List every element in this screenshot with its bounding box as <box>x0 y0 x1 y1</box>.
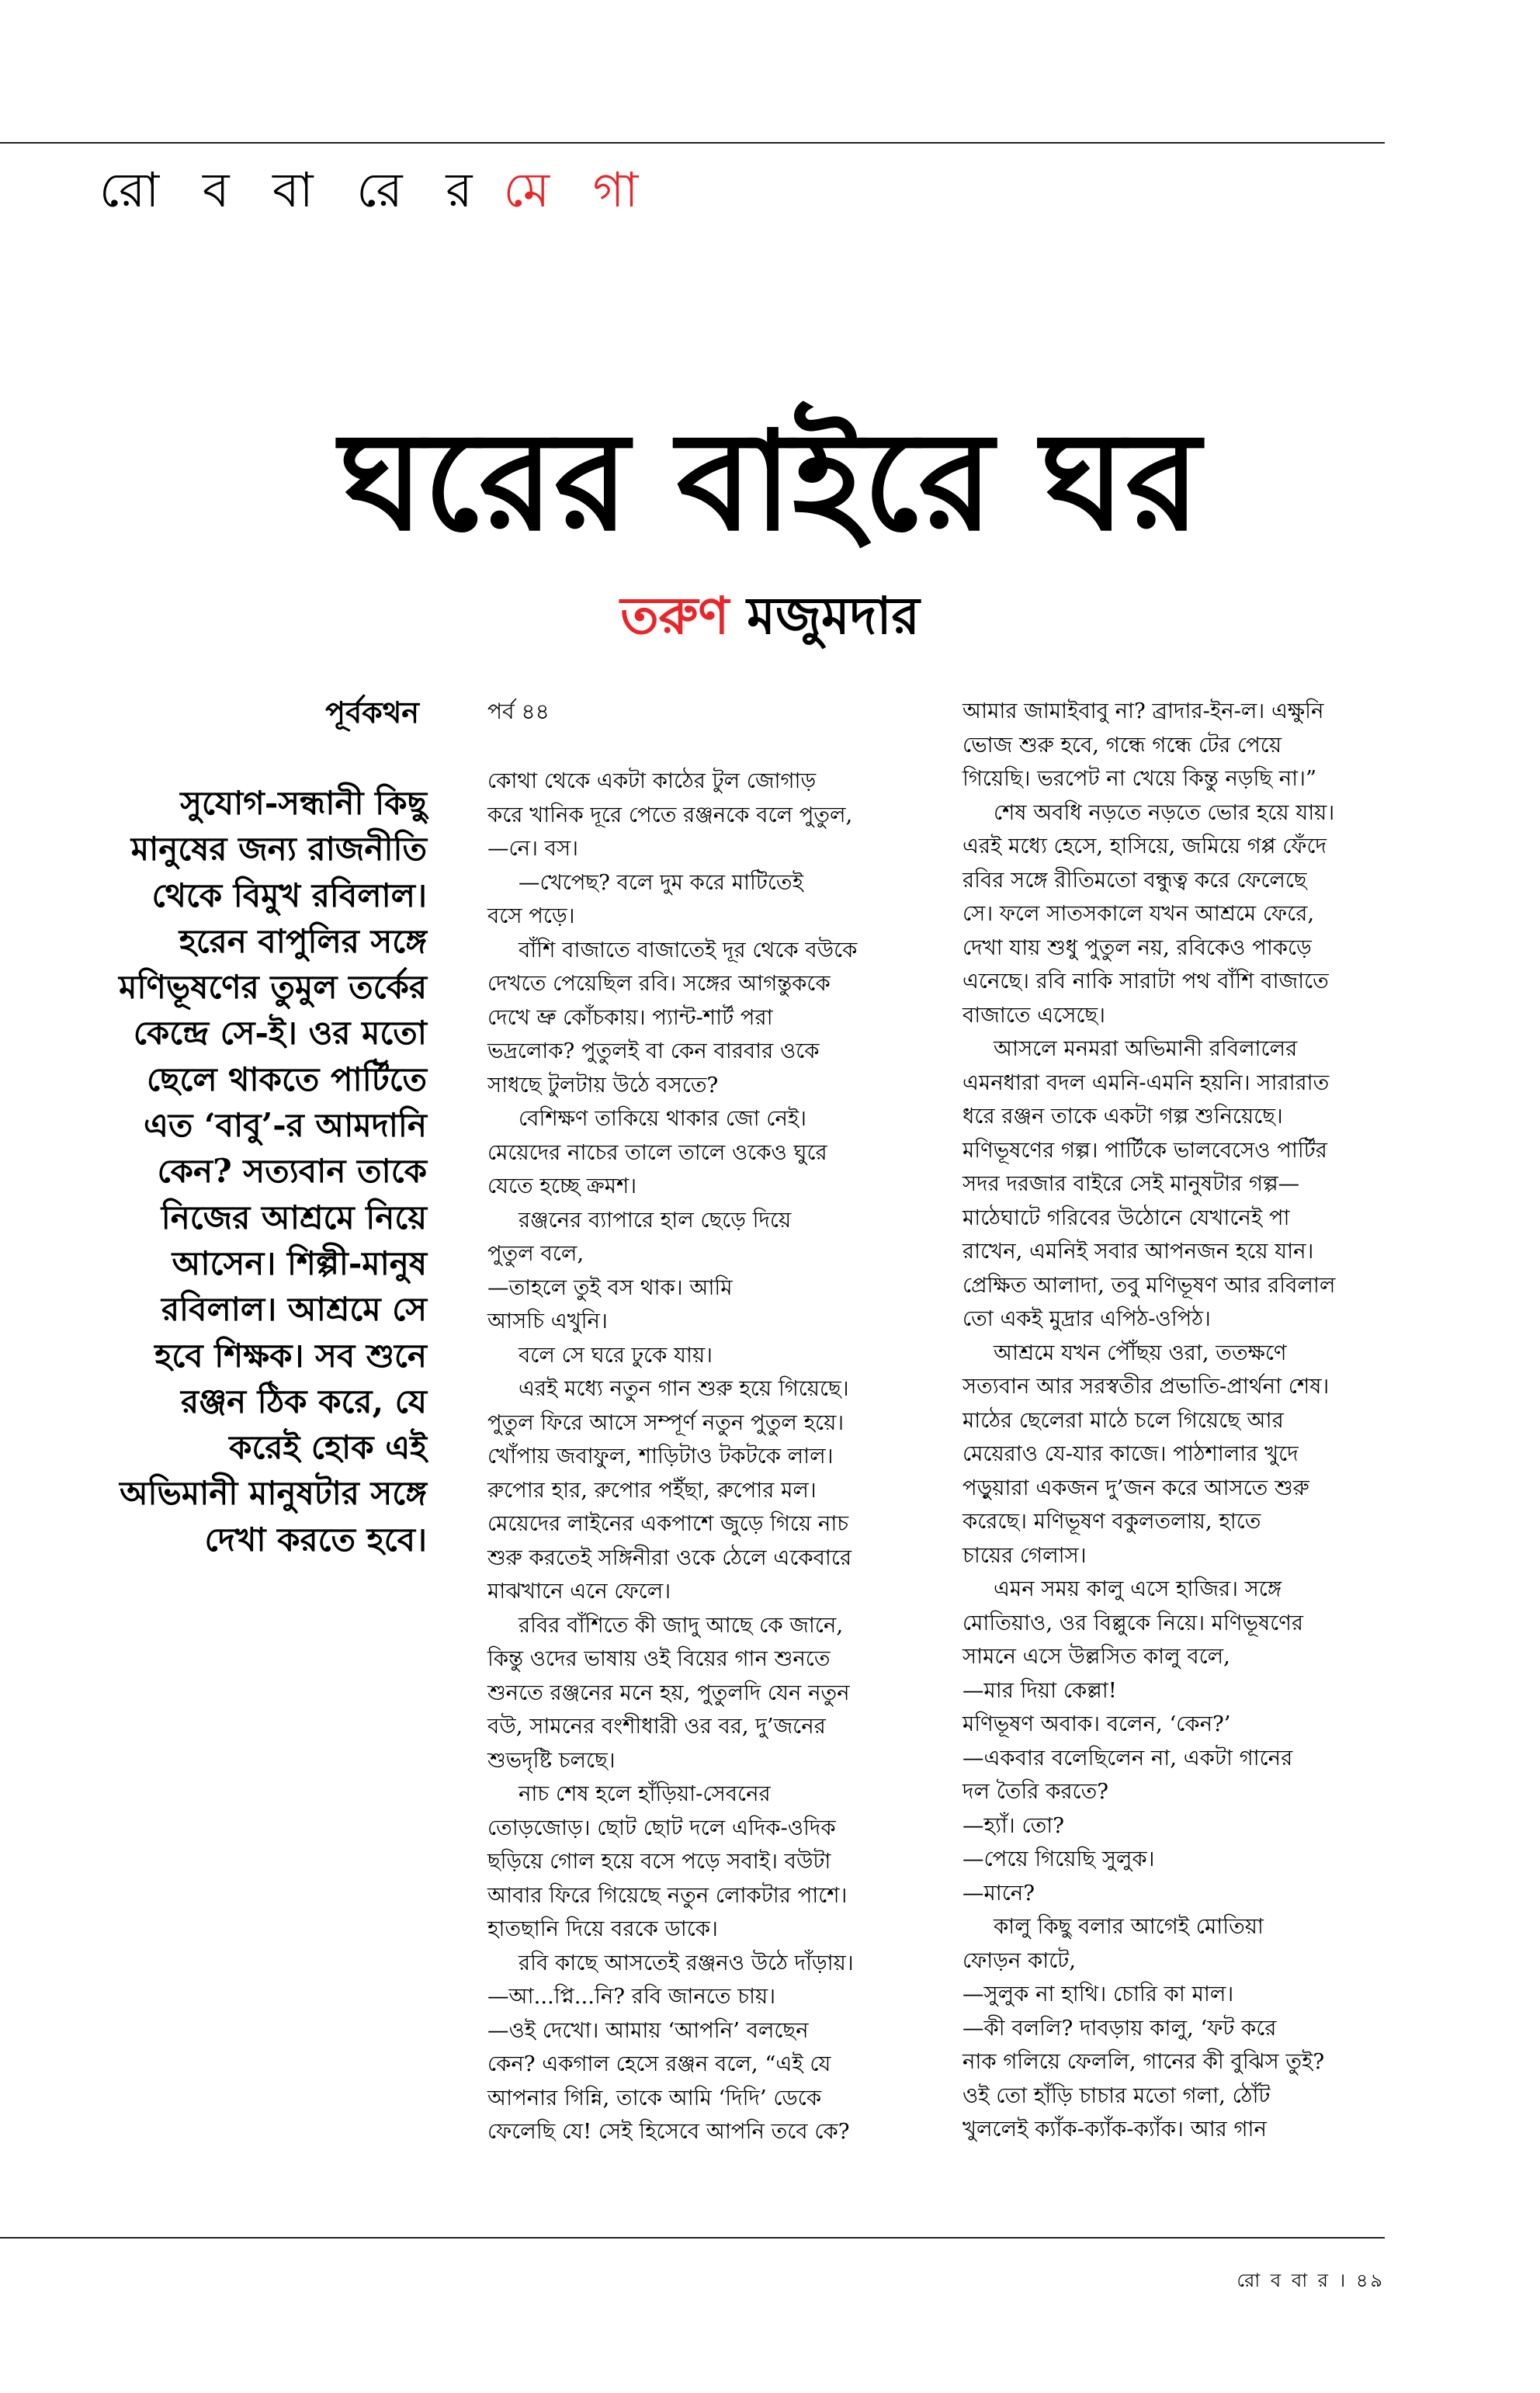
text-line: শুরু করতেই সঙ্গিনীরা ওকে ঠেলে একেবারে <box>487 1545 852 1570</box>
text-line: তোড়জোড়। ছোট ছোট দলে এদিক-ওদিক <box>487 1815 836 1840</box>
section-label-text: রো ব বা রে র <box>99 161 487 218</box>
section-label <box>99 159 652 221</box>
text-line: এমন সময় কালু এসে হাজির। সঙ্গে <box>994 1576 1282 1601</box>
text-line: —কী বললি? দাবড়ায় কালু, ‘ফট করে <box>962 2015 1277 2041</box>
text-line: শেষ অবধি নড়তে নড়তে ভোর হয়ে যায়। <box>994 799 1335 825</box>
text-line: আপনার গিন্নি, তাকে আমি ‘দিদি’ ডেকে <box>487 2085 822 2110</box>
text-line: মেয়েরাও যে-যার কাজে। পাঠশালার খুদে <box>962 1441 1299 1466</box>
text-line: যেতে হচ্ছে ক্রমশ। <box>487 1174 637 1198</box>
text-line: রবির বাঁশিতে কী জাদু আছে কে জানে, <box>519 1612 844 1638</box>
text-line: প্রেক্ষিত আলাদা, তবু মণিভূষণ আর রবিলাল <box>962 1272 1336 1298</box>
bottom-rule <box>0 2237 1385 2239</box>
author-first-name: তরুণ <box>620 585 730 646</box>
text-line: পুতুল ফিরে আসে সম্পূর্ণ নতুন পুতুল হয়ে। <box>487 1410 845 1435</box>
author-byline <box>0 581 1540 650</box>
text-line: আসলে মনমরা অভিমানী রবিলালের <box>994 1036 1298 1061</box>
text-line: কিন্তু ওদের ভাষায় ওই বিয়ের গান শুনতে <box>487 1646 831 1671</box>
text-line: খোঁপায় জবাফুল, শাড়িটাও টকটকে লাল। <box>487 1444 834 1469</box>
text-line: কোথা থেকে একটা কাঠের টুল জোগাড় <box>487 768 817 793</box>
text-line: —সুলুক না হাথি। চোরি কা মাল। <box>962 1982 1234 2006</box>
top-rule <box>0 142 1385 144</box>
text-line: মাঠেঘাটে গরিবের উঠোনে যেখানেই পা <box>962 1205 1290 1230</box>
text-line: চায়ের গেলাস। <box>962 1542 1087 1568</box>
text-line: বসে পড়ে। <box>487 903 575 928</box>
text-line: —খেপেছ? বলে দুম করে মাটিতেই <box>519 869 803 895</box>
text-line: পড়ুয়ারা একজন দু’জন করে আসতে শুরু <box>962 1475 1309 1500</box>
text-line: —আ...প্নি...নি? রবি জানতে চায়। <box>487 1984 776 2009</box>
text-line: নাক গলিয়ে ফেললি, গানের কী বুঝিস তুই? <box>962 2049 1325 2074</box>
text-line: মাঠের ছেলেরা মাঠে চলে গিয়েছে আর <box>962 1407 1284 1433</box>
author-last-name: মজুমদার <box>747 585 920 646</box>
text-line: ভোজ শুরু হবে, গন্ধে গন্ধে টের পেয়ে <box>962 732 1282 758</box>
text-line: —একবার বলেছিলেন না, একটা গানের <box>962 1745 1293 1770</box>
text-line: ছড়িয়ে গোল হয়ে বসে পড়ে সবাই। বউটা <box>487 1849 831 1874</box>
text-line: মণিভূষণ অবাক। বলেন, ‘কেন?’ <box>962 1712 1231 1736</box>
text-line: হাতছানি দিয়ে বরকে ডাকে। <box>487 1916 718 1941</box>
text-line: বাজাতে এসেছে। <box>962 1002 1105 1028</box>
summary-text: সুযোগ-সন্ধানী কিছু মানুষের জন্য রাজনীতি থেকে বিমুখ রবিলাল। হরেন বাপুলির সঙ্গে মণিভূষণের তুমুল তর্কের কেন্দ্রে সে-ই। ওর মতো ছেলে থাকতে পার্টিতে এত ‘বাবু’-র আমদানি কেন? সত্যবান তাকে নিজের আশ্রমে নিয়ে আসেন। শিল্পী-মানুষ রবিলাল। আশ্রমে সে হবে শিক্ষক। সব শুনে রঞ্জন ঠিক করে, যে করেই হোক এই অভিমানী মানুষটার সঙ্গে দেখা করতে হবে। <box>119 784 427 1559</box>
text-line: আবার ফিরে গিয়েছে নতুন লোকটার পাশে। <box>487 1882 848 1908</box>
text-line: মেয়েদের নাচের তালে তালে ওকেও ঘুরে <box>487 1139 827 1165</box>
text-line: দেখে ভ্রু কোঁচকায়। প্যান্ট-শার্ট পরা <box>487 1004 773 1030</box>
text-line: —নে। বস। <box>487 836 578 861</box>
text-line: রুপোর হার, রুপোর পইঁছা, রুপোর মল। <box>487 1477 817 1503</box>
text-line: আশ্রমে যখন পৌঁছয় ওরা, ততক্ষণে <box>994 1340 1287 1365</box>
text-line: বাঁশি বাজাতে বাজাতেই দূর থেকে বউকে <box>519 937 858 962</box>
text-line: শুনতে রঞ্জনের মনে হয়, পুতুলদি যেন নতুন <box>487 1680 850 1705</box>
text-line: সদর দরজার বাইরে সেই মানুষটার গল্প— <box>962 1171 1300 1196</box>
text-line: —মানে? <box>962 1880 1035 1906</box>
article-title: ঘরের বাইরে ঘর <box>339 401 1201 561</box>
text-line: মণিভূষণের গল্প। পার্টিকে ভালবেসেও পার্টির <box>962 1137 1327 1163</box>
summary-heading: পূর্বকথন <box>325 695 419 730</box>
text-line: তো একই মুদ্রার এপিঠ-ওপিঠ। <box>962 1306 1211 1331</box>
text-line: রাখেন, এমনিই সবার আপনজন হয়ে যান। <box>962 1239 1314 1264</box>
text-line: কালু কিছু বলার আগেই মোতিয়া <box>994 1914 1264 1939</box>
footer-label: রো ব বা র <box>1237 2270 1330 2291</box>
text-line: এমনধারা বদল এমনি-এমনি হয়নি। সারারাত <box>962 1070 1330 1095</box>
part-label: পর্ব ৪৪ <box>487 699 550 724</box>
text-line: দেখতে পেয়েছিল রবি। সঙ্গের আগন্তুককে <box>487 971 831 996</box>
page-footer: রো ব বা র । ৪৯ <box>1237 2270 1385 2291</box>
text-line: করেছে। মণিভূষণ বকুলতলায়, হাতে <box>962 1509 1261 1534</box>
text-line: ভদ্রলোক? পুতুলই বা কেন বারবার ওকে <box>487 1039 820 1063</box>
text-line: খুললেই ক্যাঁক-ক্যাঁক-ক্যাঁক। আর গান <box>962 2117 1267 2142</box>
article-column-2 <box>962 695 1397 2147</box>
text-line: কেন? একগাল হেসে রঞ্জন বলে, “এই যে <box>487 2051 831 2076</box>
text-line: আসচি এখুনি। <box>487 1309 608 1333</box>
section-label-accent: মে গা <box>503 161 653 218</box>
text-line: ধরে রঞ্জন তাকে একটা গল্প শুনিয়েছে। <box>962 1104 1283 1129</box>
text-line: সত্যবান আর সরস্বতীর প্রভাতি-প্রার্থনা শেষ। <box>962 1374 1330 1399</box>
text-line: মাঝখানে এনে ফেলে। <box>487 1579 671 1604</box>
text-line: বউ, সামনের বংশীধারী ওর বর, দু’জনের <box>487 1714 826 1739</box>
text-line: এরই মধ্যে হেসে, হাসিয়ে, জমিয়ে গপ্প ফেঁদে <box>962 834 1327 858</box>
text-line: বলে সে ঘরে ঢুকে যায়। <box>519 1342 713 1368</box>
text-line: নাচ শেষ হলে হাঁড়িয়া-সেবনের <box>519 1781 771 1806</box>
text-line: ফোড়ন কাটে, <box>962 1947 1077 1973</box>
text-line: মেয়েদের লাইনের একপাশে জুড়ে গিয়ে নাচ <box>487 1511 849 1536</box>
text-line: ওই তো হাঁড়ি চাচার মতো গলা, ঠোঁট <box>962 2083 1271 2108</box>
text-line: সাধছে টুলটায় উঠে বসতে? <box>487 1072 719 1098</box>
text-line: রবি কাছে আসতেই রঞ্জনও উঠে দাঁড়ায়। <box>519 1950 854 1975</box>
text-line: দল তৈরি করতে? <box>962 1779 1108 1804</box>
text-line: করে খানিক দূরে পেতে রঞ্জনকে বলে পুতুল, <box>487 802 853 827</box>
text-line: এরই মধ্যে নতুন গান শুরু হয়ে গিয়েছে। <box>519 1376 849 1401</box>
text-line: ফেলেছি যে! সেই হিসেবে আপনি তবে কে? <box>487 2119 850 2144</box>
text-line: সামনে এসে উল্লসিত কালু বলে, <box>962 1644 1230 1669</box>
page-number: ৪৯ <box>1355 2270 1385 2291</box>
text-line: শুভদৃষ্টি চলছে। <box>487 1747 616 1773</box>
text-line: —পেয়ে গিয়েছি সুলুক। <box>962 1847 1155 1871</box>
text-line: গিয়েছি। ভরপেট না খেয়ে কিন্তু নড়ছি না।” <box>962 766 1317 791</box>
text-line: বেশিক্ষণ তাকিয়ে থাকার জো নেই। <box>519 1106 807 1131</box>
text-line: রঞ্জনের ব্যাপারে হাল ছেড়ে দিয়ে <box>519 1207 792 1233</box>
text-line: আমার জামাইবাবু না? ব্রাদার-ইন-ল। এক্ষুনি <box>962 699 1324 723</box>
text-line: এনেছে। রবি নাকি সারাটা পথ বাঁশি বাজাতে <box>962 969 1329 994</box>
text-line: রবির সঙ্গে রীতিমতো বন্ধুত্ব করে ফেলেছে <box>962 867 1307 893</box>
article-column-1 <box>487 765 922 2149</box>
text-line: —ওই দেখো। আমায় ‘আপনি’ বলছেন <box>487 2017 809 2043</box>
text-line: দেখা যায় শুধু পুতুল নয়, রবিকেও পাকড়ে <box>962 935 1312 960</box>
text-line: সে। ফলে সাতসকালে যখন আশ্রমে ফেরে, <box>962 901 1315 926</box>
text-line: মোতিয়াও, ওর বিল্লুকে নিয়ে। মণিভূষণের <box>962 1610 1304 1635</box>
text-line: পুতুল বলে, <box>487 1241 584 1266</box>
text-line: —হ্যাঁ। তো? <box>962 1812 1064 1838</box>
text-line: —মার দিয়া কেল্লা! <box>962 1677 1117 1703</box>
text-line: —তাহলে তুই বস থাক। আমি <box>487 1275 733 1300</box>
